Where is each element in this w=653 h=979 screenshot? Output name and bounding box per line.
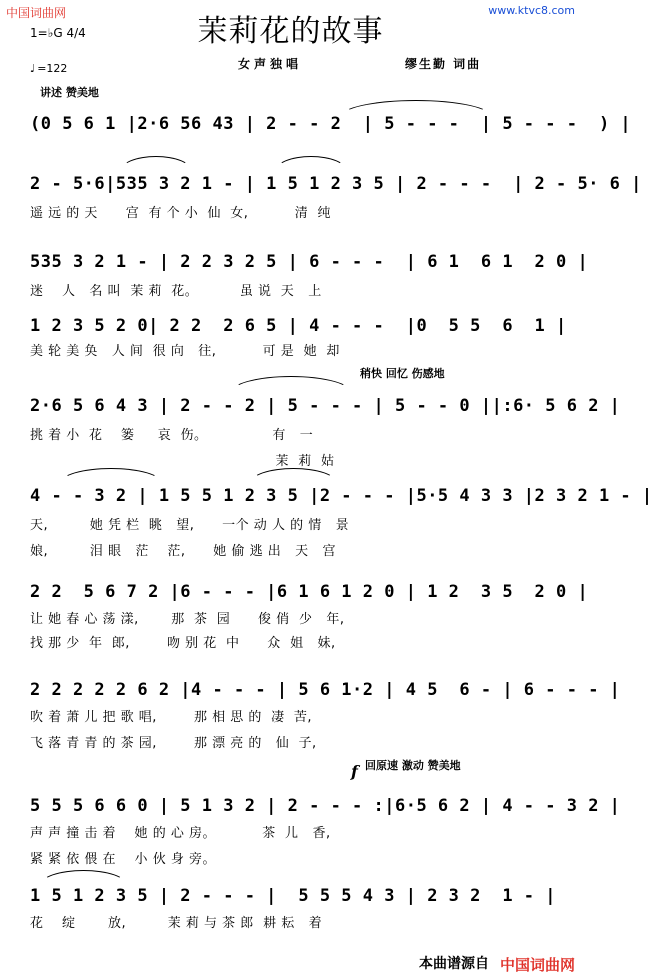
lyric-line: 美 轮 美 奂 人 间 很 向 往, 可 是 她 却 [30, 344, 340, 359]
lyric-line: 挑 着 小 花 篓 哀 伤。 有 一 [30, 428, 314, 443]
notation-line: 5 5 5 6 6 0 | 5 1 3 2 | 2 - - - :|6·5 6 2 | 4 - - 3 2 | [30, 796, 621, 816]
watermark-left: 中国词曲网 [6, 6, 67, 20]
slur-arc [340, 100, 492, 117]
notation-line: 535 3 2 1 - | 2 2 3 2 5 | 6 - - - | 6 1 6 1 2 0 | [30, 252, 589, 272]
system-9 [30, 794, 621, 870]
lyric-line: 娘, 泪 眼 茫 茫, 她 偷 逃 出 天 宫 [30, 544, 336, 559]
slur-arc [230, 376, 352, 393]
system-8 [30, 678, 621, 754]
system-2 [30, 172, 642, 224]
slur-arc [120, 156, 192, 171]
dynamic-forte: f [351, 762, 358, 781]
lyric-line: 吹 着 萧 儿 把 歌 唱, 那 相 思 的 凄 苦, [30, 710, 313, 725]
lyric-line: 茉 莉 姑 [30, 454, 335, 469]
system-10 [30, 884, 557, 934]
intro-direction: 讲述 赞美地 [40, 86, 99, 99]
notation-line: 2 2 5 6 7 2 |6 - - - |6 1 6 1 2 0 | 1 2 3 5 2 0 | [30, 582, 589, 602]
notation-line: 2 - 5·6|535 3 2 1 - | 1 5 1 2 3 5 | 2 - - - | 2 - 5· 6 | [30, 174, 642, 194]
key-signature: 1=♭G 4/4 [30, 26, 86, 40]
lyric-line: 迷 人 名 叫 茉 莉 花。 虽 说 天 上 [30, 284, 322, 299]
system-4 [30, 314, 567, 362]
lyric-line: 声 声 撞 击 着 她 的 心 房。 茶 儿 香, [30, 826, 331, 841]
lyric-line: 紧 紧 依 偎 在 小 伙 身 旁。 [30, 852, 216, 867]
notation-line: 1 2 3 5 2 0| 2 2 2 6 5 | 4 - - - |0 5 5 6 1 | [30, 316, 567, 336]
notation-line: 1 5 1 2 3 5 | 2 - - - | 5 5 5 4 3 | 2 3 2 1 - | [30, 886, 557, 906]
tempo-marking: ♩ =122 [30, 62, 67, 75]
lyric-line: 花 绽 放, 茉 莉 与 茶 郎 耕 耘 着 [30, 916, 323, 931]
slur-arc [40, 870, 127, 885]
system-6 [30, 484, 653, 562]
lyric-line: 天, 她 凭 栏 眺 望, 一个 动 人 的 情 景 [30, 518, 350, 533]
notation-line: 4 - - 3 2 | 1 5 5 1 2 3 5 |2 - - - |5·5 4 3 3 |2 3 2 1 - | [30, 486, 653, 506]
system-7 [30, 580, 589, 654]
notation-line: (0 5 6 1 |2·6 56 43 | 2 - - 2 | 5 - - - | 5 - - - ) | [30, 114, 632, 134]
expression-cue-1: 稍快 回忆 伤感地 [360, 367, 445, 380]
watermark-right: www.ktvc8.com [488, 4, 575, 17]
lyric-line: 让 她 春 心 荡 漾, 那 茶 园 俊 俏 少 年, [30, 612, 345, 627]
footer-brand: 中国词曲网 [499, 956, 575, 974]
lyric-line: 遥 远 的 天 宫 有 个 小 仙 女, 清 纯 [30, 206, 331, 221]
lyric-line: 找 那 少 年 郎, 吻 别 花 中 众 姐 妹, [30, 636, 336, 651]
expression-cue-2: 回原速 激动 赞美地 [365, 759, 461, 772]
song-title: 茉莉花的故事 [197, 14, 384, 49]
slur-arc [275, 156, 347, 171]
lyric-line: 飞 落 青 青 的 茶 园, 那 漂 亮 的 仙 子, [30, 736, 317, 751]
notation-line: 2 2 2 2 2 6 2 |4 - - - | 5 6 1·2 | 4 5 6 - | 6 - - - | [30, 680, 621, 700]
footer-source: 本曲谱源自 [419, 956, 489, 972]
system-3 [30, 250, 589, 302]
notation-line: 2·6 5 6 4 3 | 2 - - 2 | 5 - - - | 5 - - 0 ||:6· 5 6 2 | [30, 396, 621, 416]
composer-credit: 缪生勤 词曲 [405, 57, 482, 71]
subtitle: 女声独唱 [238, 57, 303, 71]
system-5 [30, 394, 621, 472]
